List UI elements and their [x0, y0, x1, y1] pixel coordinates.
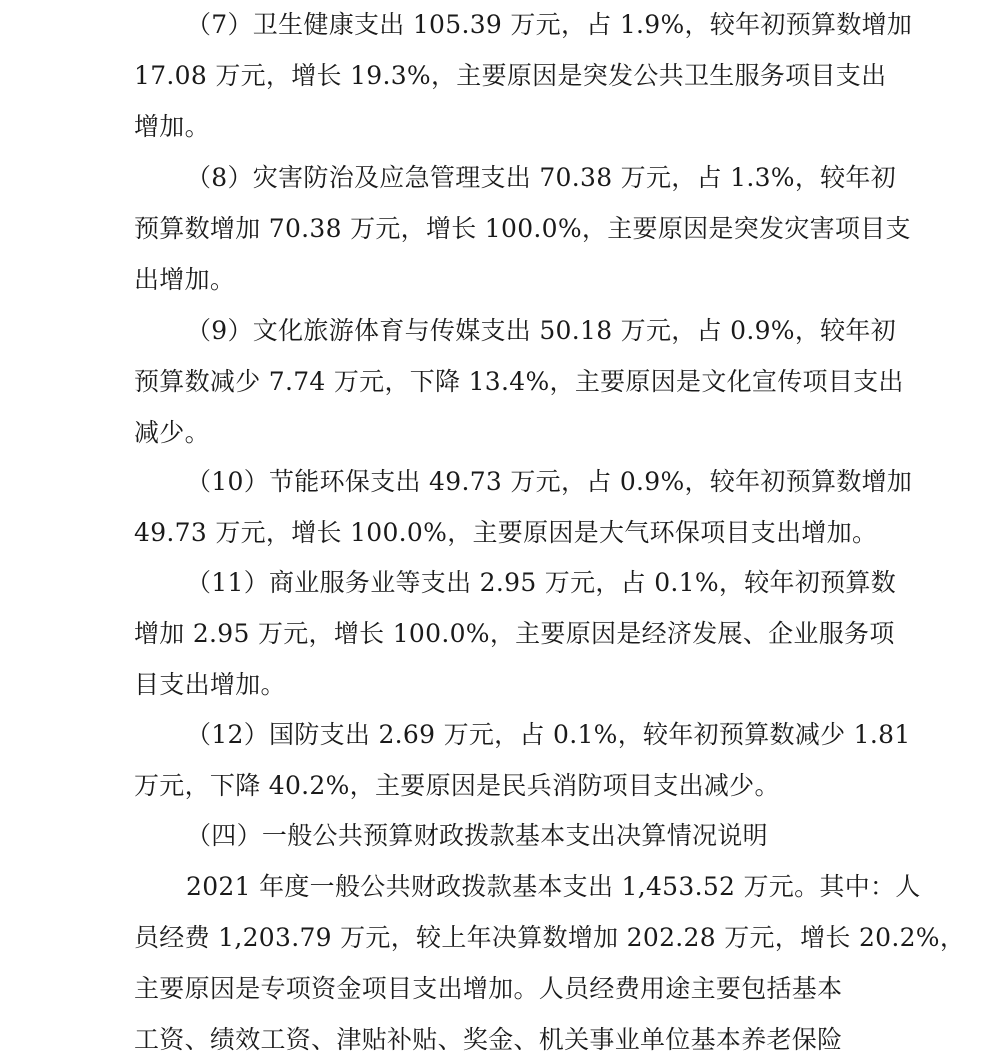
final-paragraph-line-4: 工资、绩效工资、津贴补贴、奖金、机关事业单位基本养老保险 — [134, 1025, 843, 1054]
section-heading: （四）一般公共预算财政拨款基本支出决算情况说明 — [186, 821, 768, 850]
paragraph-11-line-2: 增加 2.95 万元，增长 100.0%，主要原因是经济发展、企业服务项 — [134, 619, 895, 648]
paragraph-8-line-2: 预算数增加 70.38 万元，增长 100.0%，主要原因是突发灾害项目支 — [134, 214, 911, 243]
final-paragraph-line-1: 2021 年度一般公共财政拨款基本支出 1,453.52 万元。其中：人 — [186, 872, 921, 901]
paragraph-12-line-1: （12）国防支出 2.69 万元，占 0.1%，较年初预算数减少 1.81 — [186, 720, 911, 749]
paragraph-12-line-2: 万元，下降 40.2%，主要原因是民兵消防项目支出减少。 — [134, 771, 780, 800]
paragraph-7-line-3: 增加。 — [134, 112, 210, 141]
final-paragraph-line-2: 员经费 1,203.79 万元，较上年决算数增加 202.28 万元，增长 20.2%， — [134, 923, 966, 952]
paragraph-7-line-1: （7）卫生健康支出 105.39 万元，占 1.9%，较年初预算数增加 — [186, 10, 913, 39]
paragraph-7-line-2: 17.08 万元，增长 19.3%，主要原因是突发公共卫生服务项目支出 — [134, 61, 887, 90]
paragraph-9-line-2: 预算数减少 7.74 万元，下降 13.4%，主要原因是文化宣传项目支出 — [134, 367, 904, 396]
paragraph-9-line-1: （9）文化旅游体育与传媒支出 50.18 万元，占 0.9%，较年初 — [186, 316, 897, 345]
paragraph-8-line-3: 出增加。 — [134, 265, 236, 294]
final-paragraph-line-3: 主要原因是专项资金项目支出增加。人员经费用途主要包括基本 — [134, 974, 843, 1003]
paragraph-11-line-3: 目支出增加。 — [134, 670, 286, 699]
paragraph-11-line-1: （11）商业服务业等支出 2.95 万元，占 0.1%，较年初预算数 — [186, 568, 897, 597]
paragraph-8-line-1: （8）灾害防治及应急管理支出 70.38 万元，占 1.3%，较年初 — [186, 163, 897, 192]
paragraph-10-line-2: 49.73 万元，增长 100.0%，主要原因是大气环保项目支出增加。 — [134, 518, 878, 547]
paragraph-9-line-3: 减少。 — [134, 418, 210, 447]
paragraph-10-line-1: （10）节能环保支出 49.73 万元，占 0.9%，较年初预算数增加 — [186, 467, 913, 496]
